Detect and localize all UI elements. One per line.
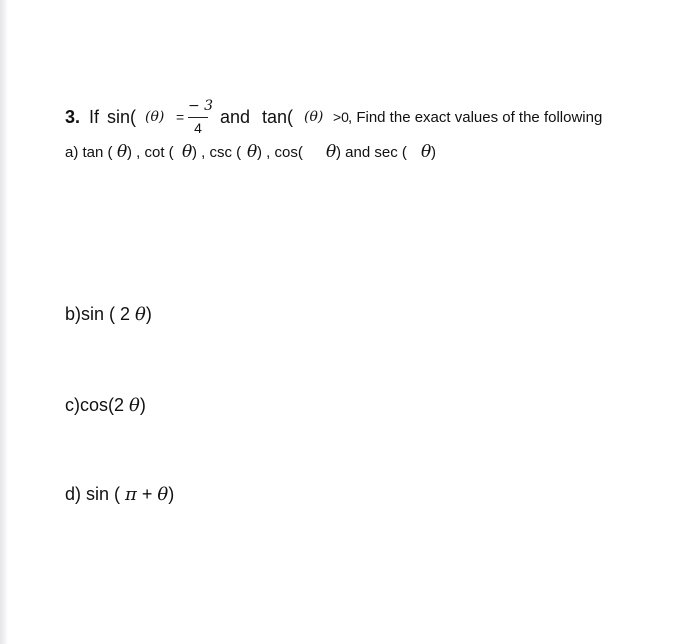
part-a-theta: θ xyxy=(326,142,337,162)
part-a-sec: ) and sec ( xyxy=(336,144,407,161)
tan-theta-argument: (θ) xyxy=(304,109,324,125)
part-d xyxy=(65,484,174,505)
sine-value-fraction xyxy=(188,98,214,138)
sin-label: sin( xyxy=(107,107,137,127)
part-c-theta: θ xyxy=(129,395,140,416)
part-a-theta: θ xyxy=(182,142,193,162)
greater-than-zero: >0 xyxy=(333,109,349,125)
part-b-close: ) xyxy=(145,304,152,324)
part-c-label: c)cos(2 xyxy=(65,395,130,415)
sin-theta-argument: (θ) xyxy=(145,109,165,125)
part-d-pi: π xyxy=(125,484,137,505)
part-d-theta: θ xyxy=(157,484,169,505)
fraction-numerator: − 3 xyxy=(188,98,214,114)
part-a-theta: θ xyxy=(117,142,128,162)
part-c xyxy=(65,395,146,416)
and-word: and xyxy=(220,107,251,127)
tan-label: tan( xyxy=(262,107,294,127)
part-a-csc: ) , csc ( xyxy=(192,144,242,161)
fraction-bar xyxy=(188,117,208,118)
part-b-theta: θ xyxy=(135,304,146,325)
part-d-close: ) xyxy=(168,484,175,504)
problem-number: 3. xyxy=(65,107,81,127)
instruction-text: , Find the exact values of the following xyxy=(348,109,603,126)
part-a-cos: ) , cos( xyxy=(257,144,303,161)
part-d-label: d) sin ( xyxy=(65,484,126,504)
part-b xyxy=(65,304,152,325)
part-a-cot: ) , cot ( xyxy=(127,144,174,161)
part-a-tan: a) tan ( xyxy=(65,144,113,161)
part-a-theta: θ xyxy=(421,142,432,162)
part-b-label: b)sin ( 2 xyxy=(65,304,136,324)
equals-sign: = xyxy=(176,109,185,125)
if-word: If xyxy=(89,107,100,127)
part-c-close: ) xyxy=(139,395,146,415)
part-a-close: ) xyxy=(431,144,436,161)
part-a-theta: θ xyxy=(247,142,258,162)
part-d-plus: + xyxy=(136,484,158,504)
fraction-denominator: 4 xyxy=(194,120,202,136)
